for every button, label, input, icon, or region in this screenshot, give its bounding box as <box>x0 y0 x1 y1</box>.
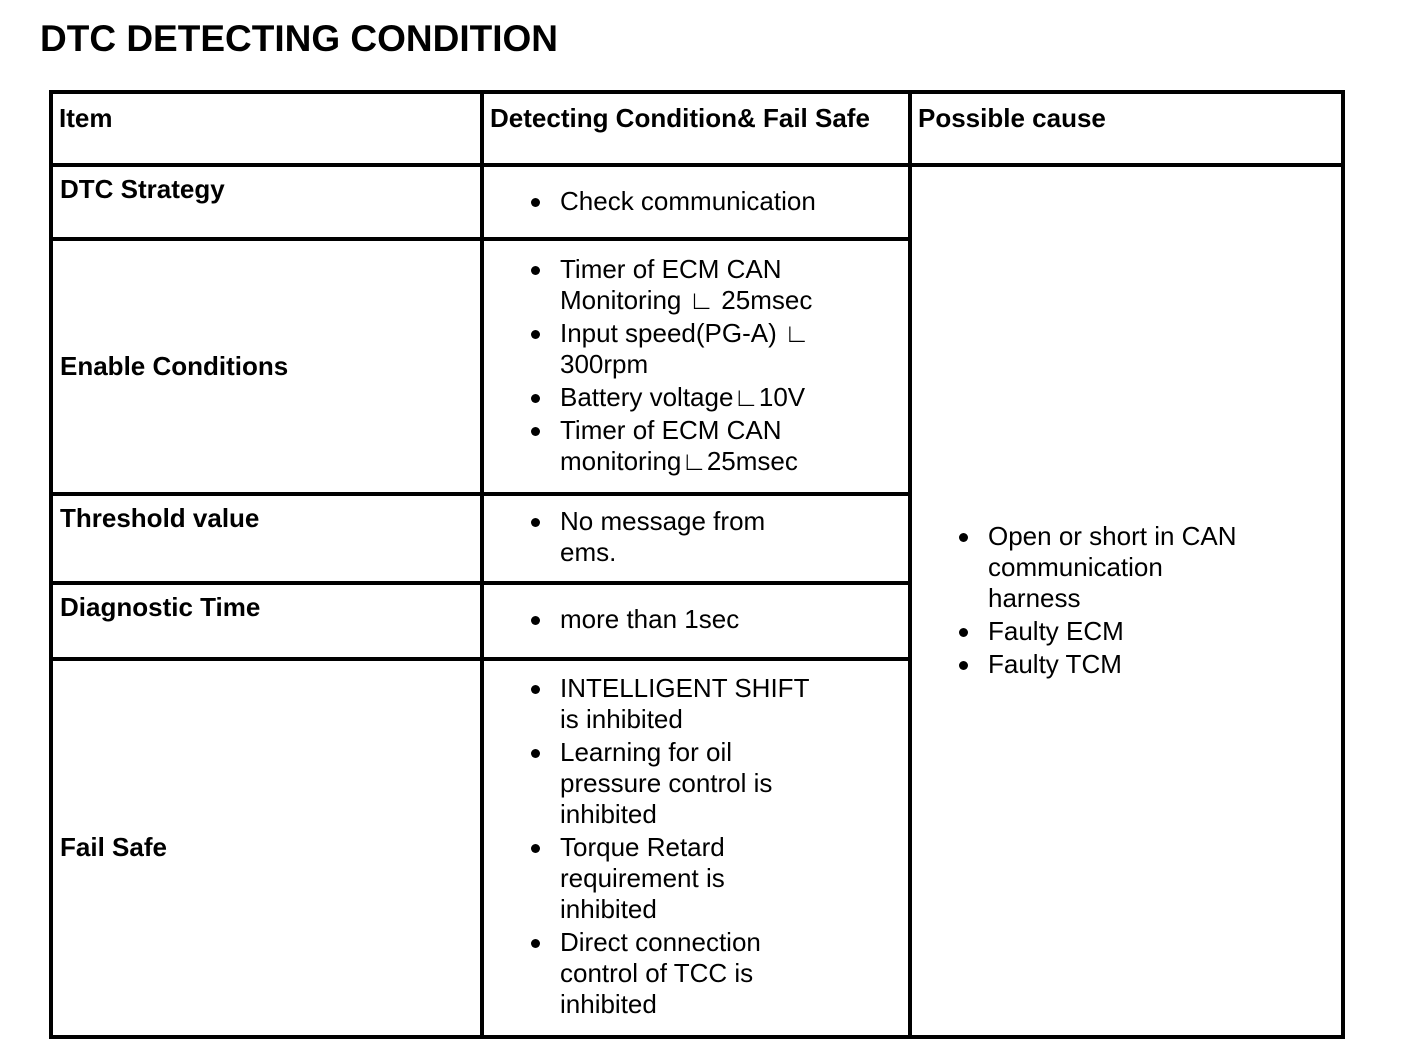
item-diagnostic-time: Diagnostic Time <box>51 583 482 658</box>
header-item: Item <box>51 92 482 165</box>
possible-cause-list <box>912 521 1341 680</box>
condition-item: Learning for oil pressure control is inhibited <box>484 737 800 830</box>
condition-cell-enable-conditions <box>482 239 910 494</box>
table-row-dtc-strategy <box>51 165 1343 238</box>
item-fail-safe: Fail Safe <box>51 659 482 1037</box>
condition-item: INTELLIGENT SHIFT is inhibited <box>484 673 830 735</box>
condition-cell-dtc-strategy <box>482 165 910 238</box>
item-dtc-strategy: DTC Strategy <box>51 165 482 238</box>
condition-list <box>484 673 908 1020</box>
condition-item: more than 1sec <box>484 604 908 635</box>
condition-item: No message from ems. <box>484 506 790 568</box>
condition-item: Direct connection control of TCC is inhibited <box>484 927 790 1020</box>
cause-item: Faulty TCM <box>912 649 1341 680</box>
condition-cell-threshold-value <box>482 494 910 584</box>
condition-list <box>484 604 908 635</box>
condition-item: Timer of ECM CAN monitoring∟25msec <box>484 415 810 477</box>
header-detecting-condition: Detecting Condition& Fail Safe <box>482 92 910 165</box>
condition-item: Timer of ECM CAN Monitoring ∟ 25msec <box>484 254 830 316</box>
condition-list <box>484 186 908 217</box>
table-header-row <box>51 92 1343 165</box>
dtc-detecting-condition-table <box>49 90 1345 1039</box>
item-threshold-value: Threshold value <box>51 494 482 584</box>
header-possible-cause: Possible cause <box>910 92 1343 165</box>
cause-item: Faulty ECM <box>912 616 1341 647</box>
cause-item: Open or short in CAN communication harness <box>912 521 1258 614</box>
condition-list <box>484 254 908 477</box>
condition-cell-diagnostic-time <box>482 583 910 658</box>
condition-list <box>484 506 908 568</box>
condition-item: Torque Retard requirement is inhibited <box>484 832 760 925</box>
page-title: DTC DETECTING CONDITION <box>40 18 558 59</box>
condition-item: Battery voltage∟10V <box>484 382 908 413</box>
possible-cause-cell <box>910 165 1343 1037</box>
condition-item: Check communication <box>484 186 908 217</box>
condition-item: Input speed(PG-A) ∟ 300rpm <box>484 318 830 380</box>
condition-cell-fail-safe <box>482 659 910 1037</box>
item-enable-conditions: Enable Conditions <box>51 239 482 494</box>
